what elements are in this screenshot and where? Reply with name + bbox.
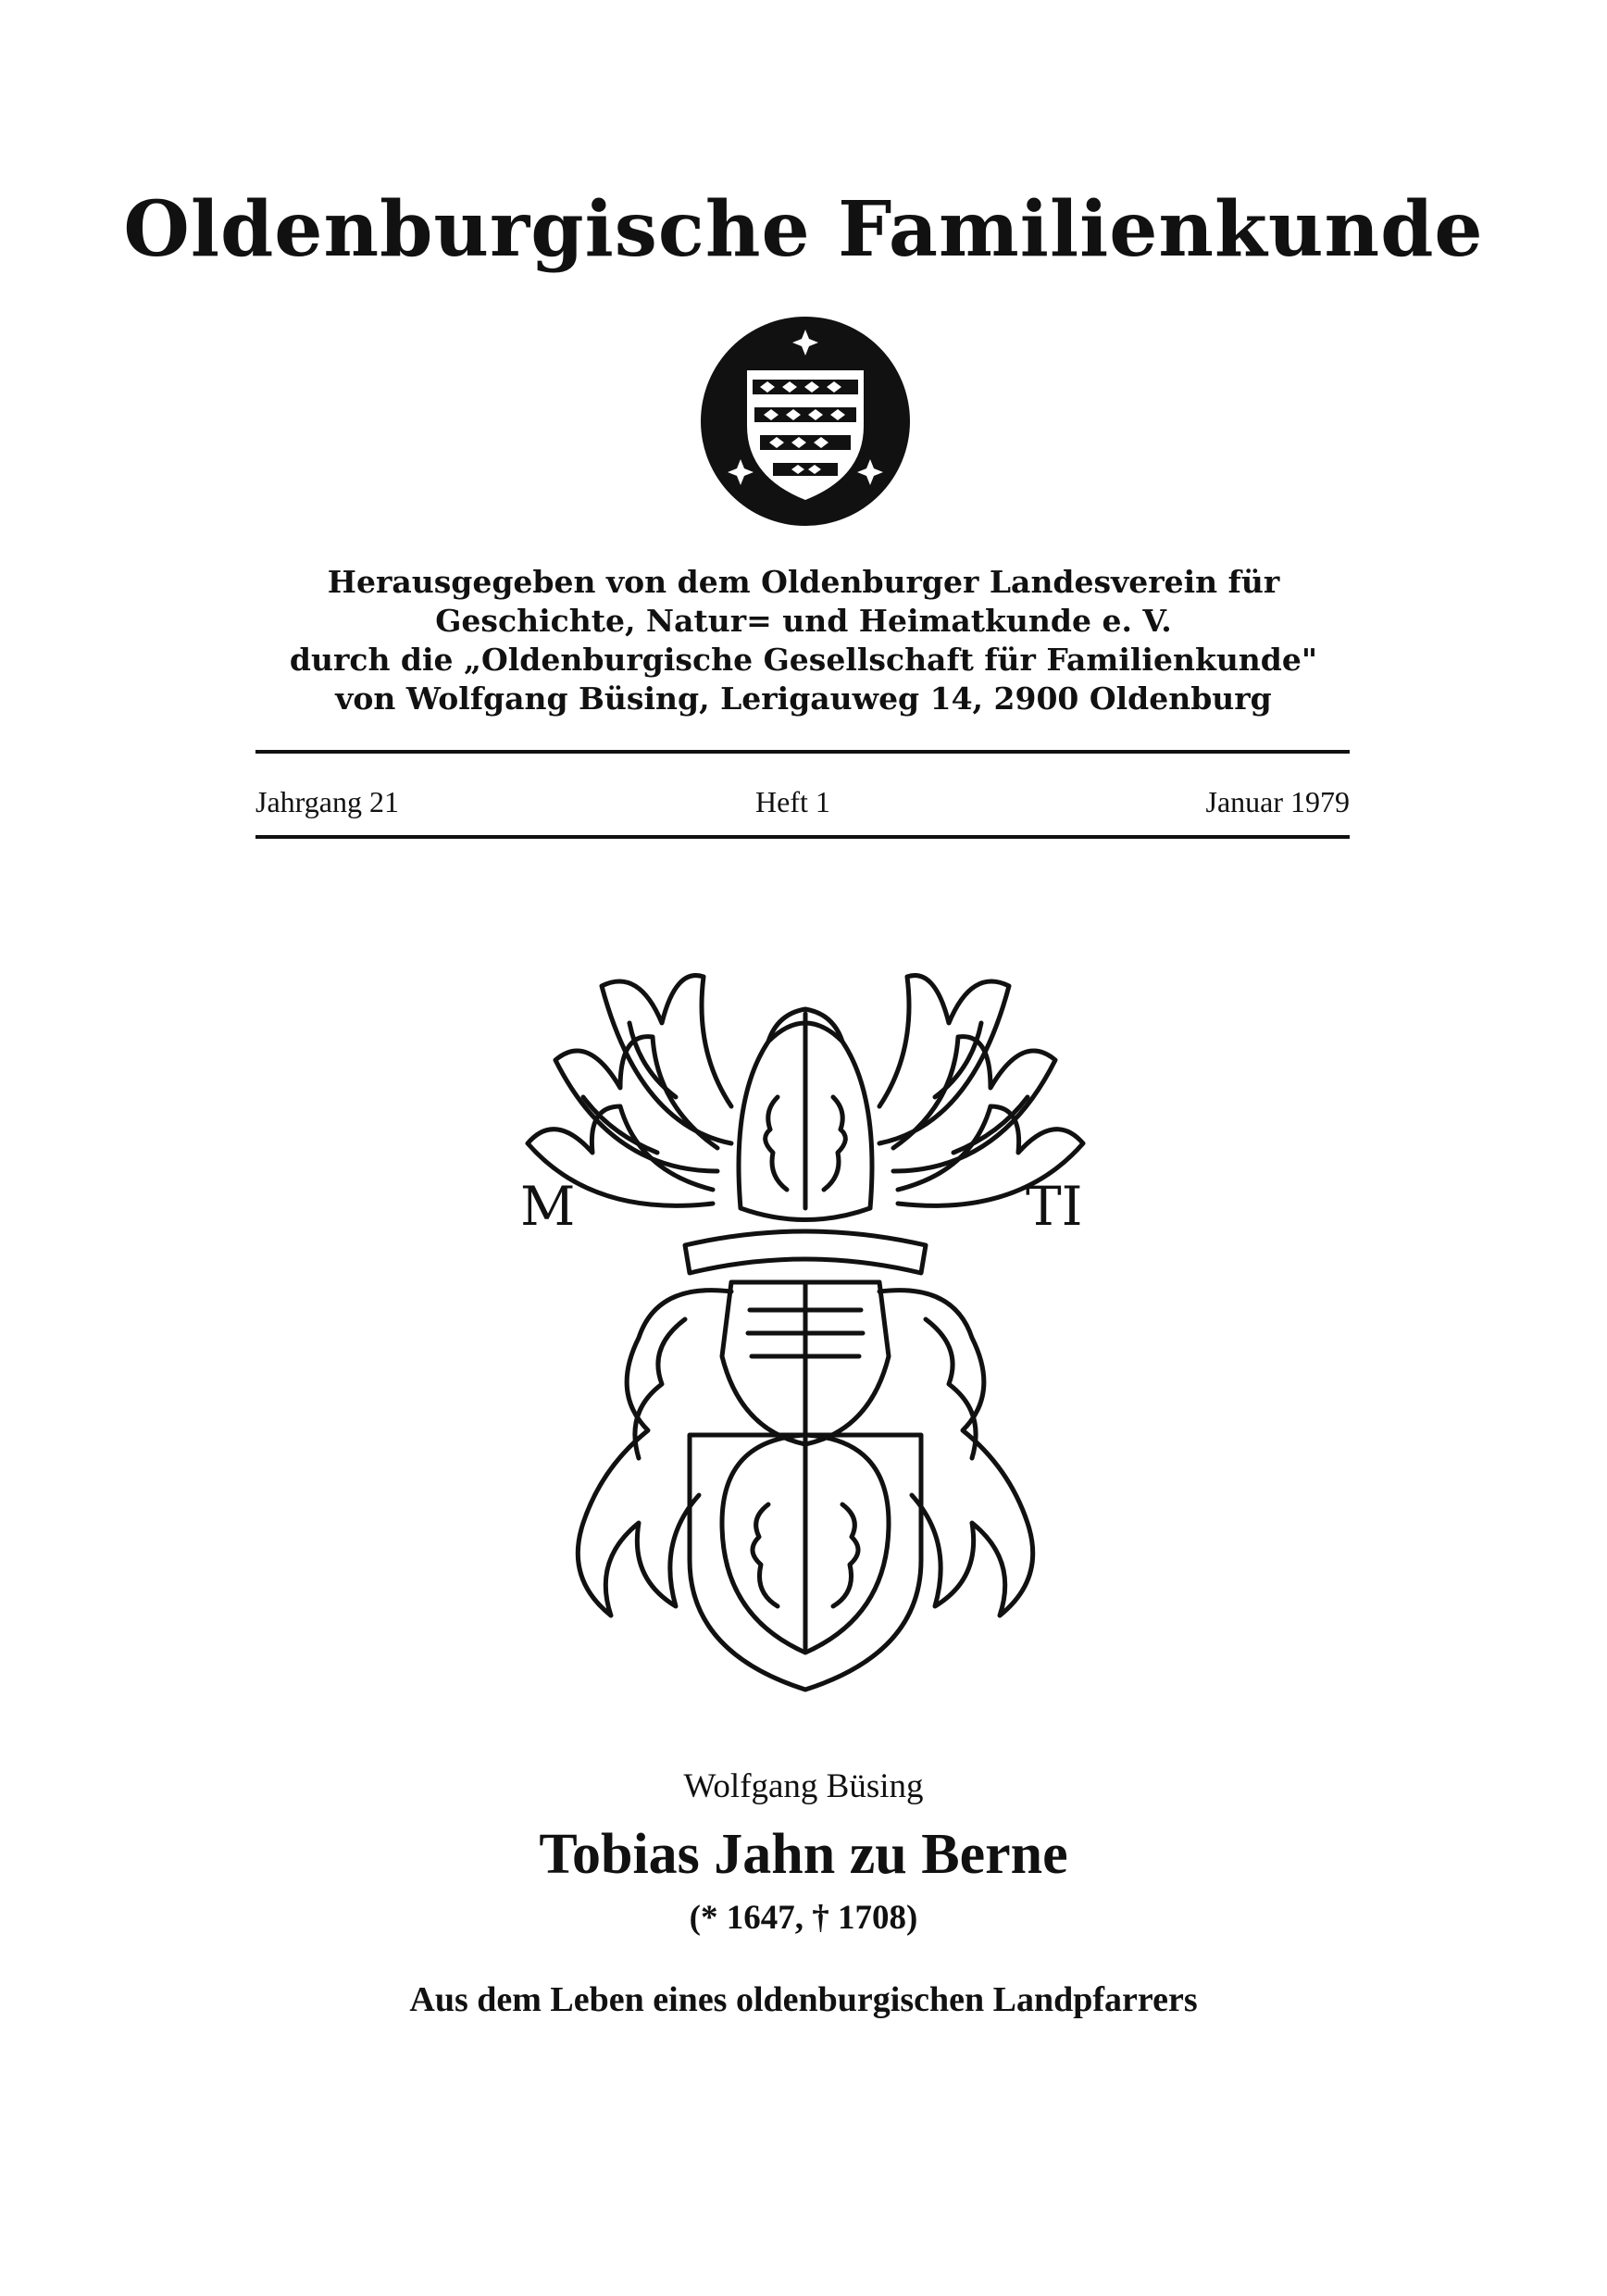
article-author: Wolfgang Büsing bbox=[683, 1767, 924, 1805]
publisher-line: Herausgegeben von dem Oldenburger Landesverein für bbox=[327, 564, 1280, 600]
volume-label: Jahrgang 21 bbox=[255, 785, 399, 818]
publisher-line: von Wolfgang Büsing, Lerigauweg 14, 2900 Oldenburg bbox=[335, 680, 1272, 717]
article-title: Tobias Jahn zu Berne bbox=[539, 1823, 1068, 1886]
publisher-line: Geschichte, Natur= und Heimatkunde e. V. bbox=[435, 603, 1172, 639]
coat-of-arms-icon bbox=[500, 912, 1111, 1694]
top-rule bbox=[255, 750, 1350, 754]
issue-number-label: Heft 1 bbox=[755, 785, 830, 818]
publisher-line: durch die „Oldenburgische Gesellschaft für Familienkunde" bbox=[289, 642, 1318, 678]
issue-info-row bbox=[255, 785, 1350, 822]
publisher-statement bbox=[278, 563, 1329, 718]
society-seal-icon bbox=[699, 315, 912, 528]
article-subtitle: Aus dem Leben eines oldenburgischen Landpfarrers bbox=[409, 1980, 1198, 2019]
masthead-title: Oldenburgische Familienkunde bbox=[123, 185, 1484, 274]
article-dates: (* 1647, † 1708) bbox=[689, 1899, 918, 1937]
crest-initial-left: M bbox=[520, 1175, 576, 1238]
bottom-rule bbox=[255, 835, 1350, 839]
crest-initial-right: TI bbox=[1026, 1175, 1083, 1238]
issue-date-label: Januar 1979 bbox=[1205, 785, 1350, 818]
